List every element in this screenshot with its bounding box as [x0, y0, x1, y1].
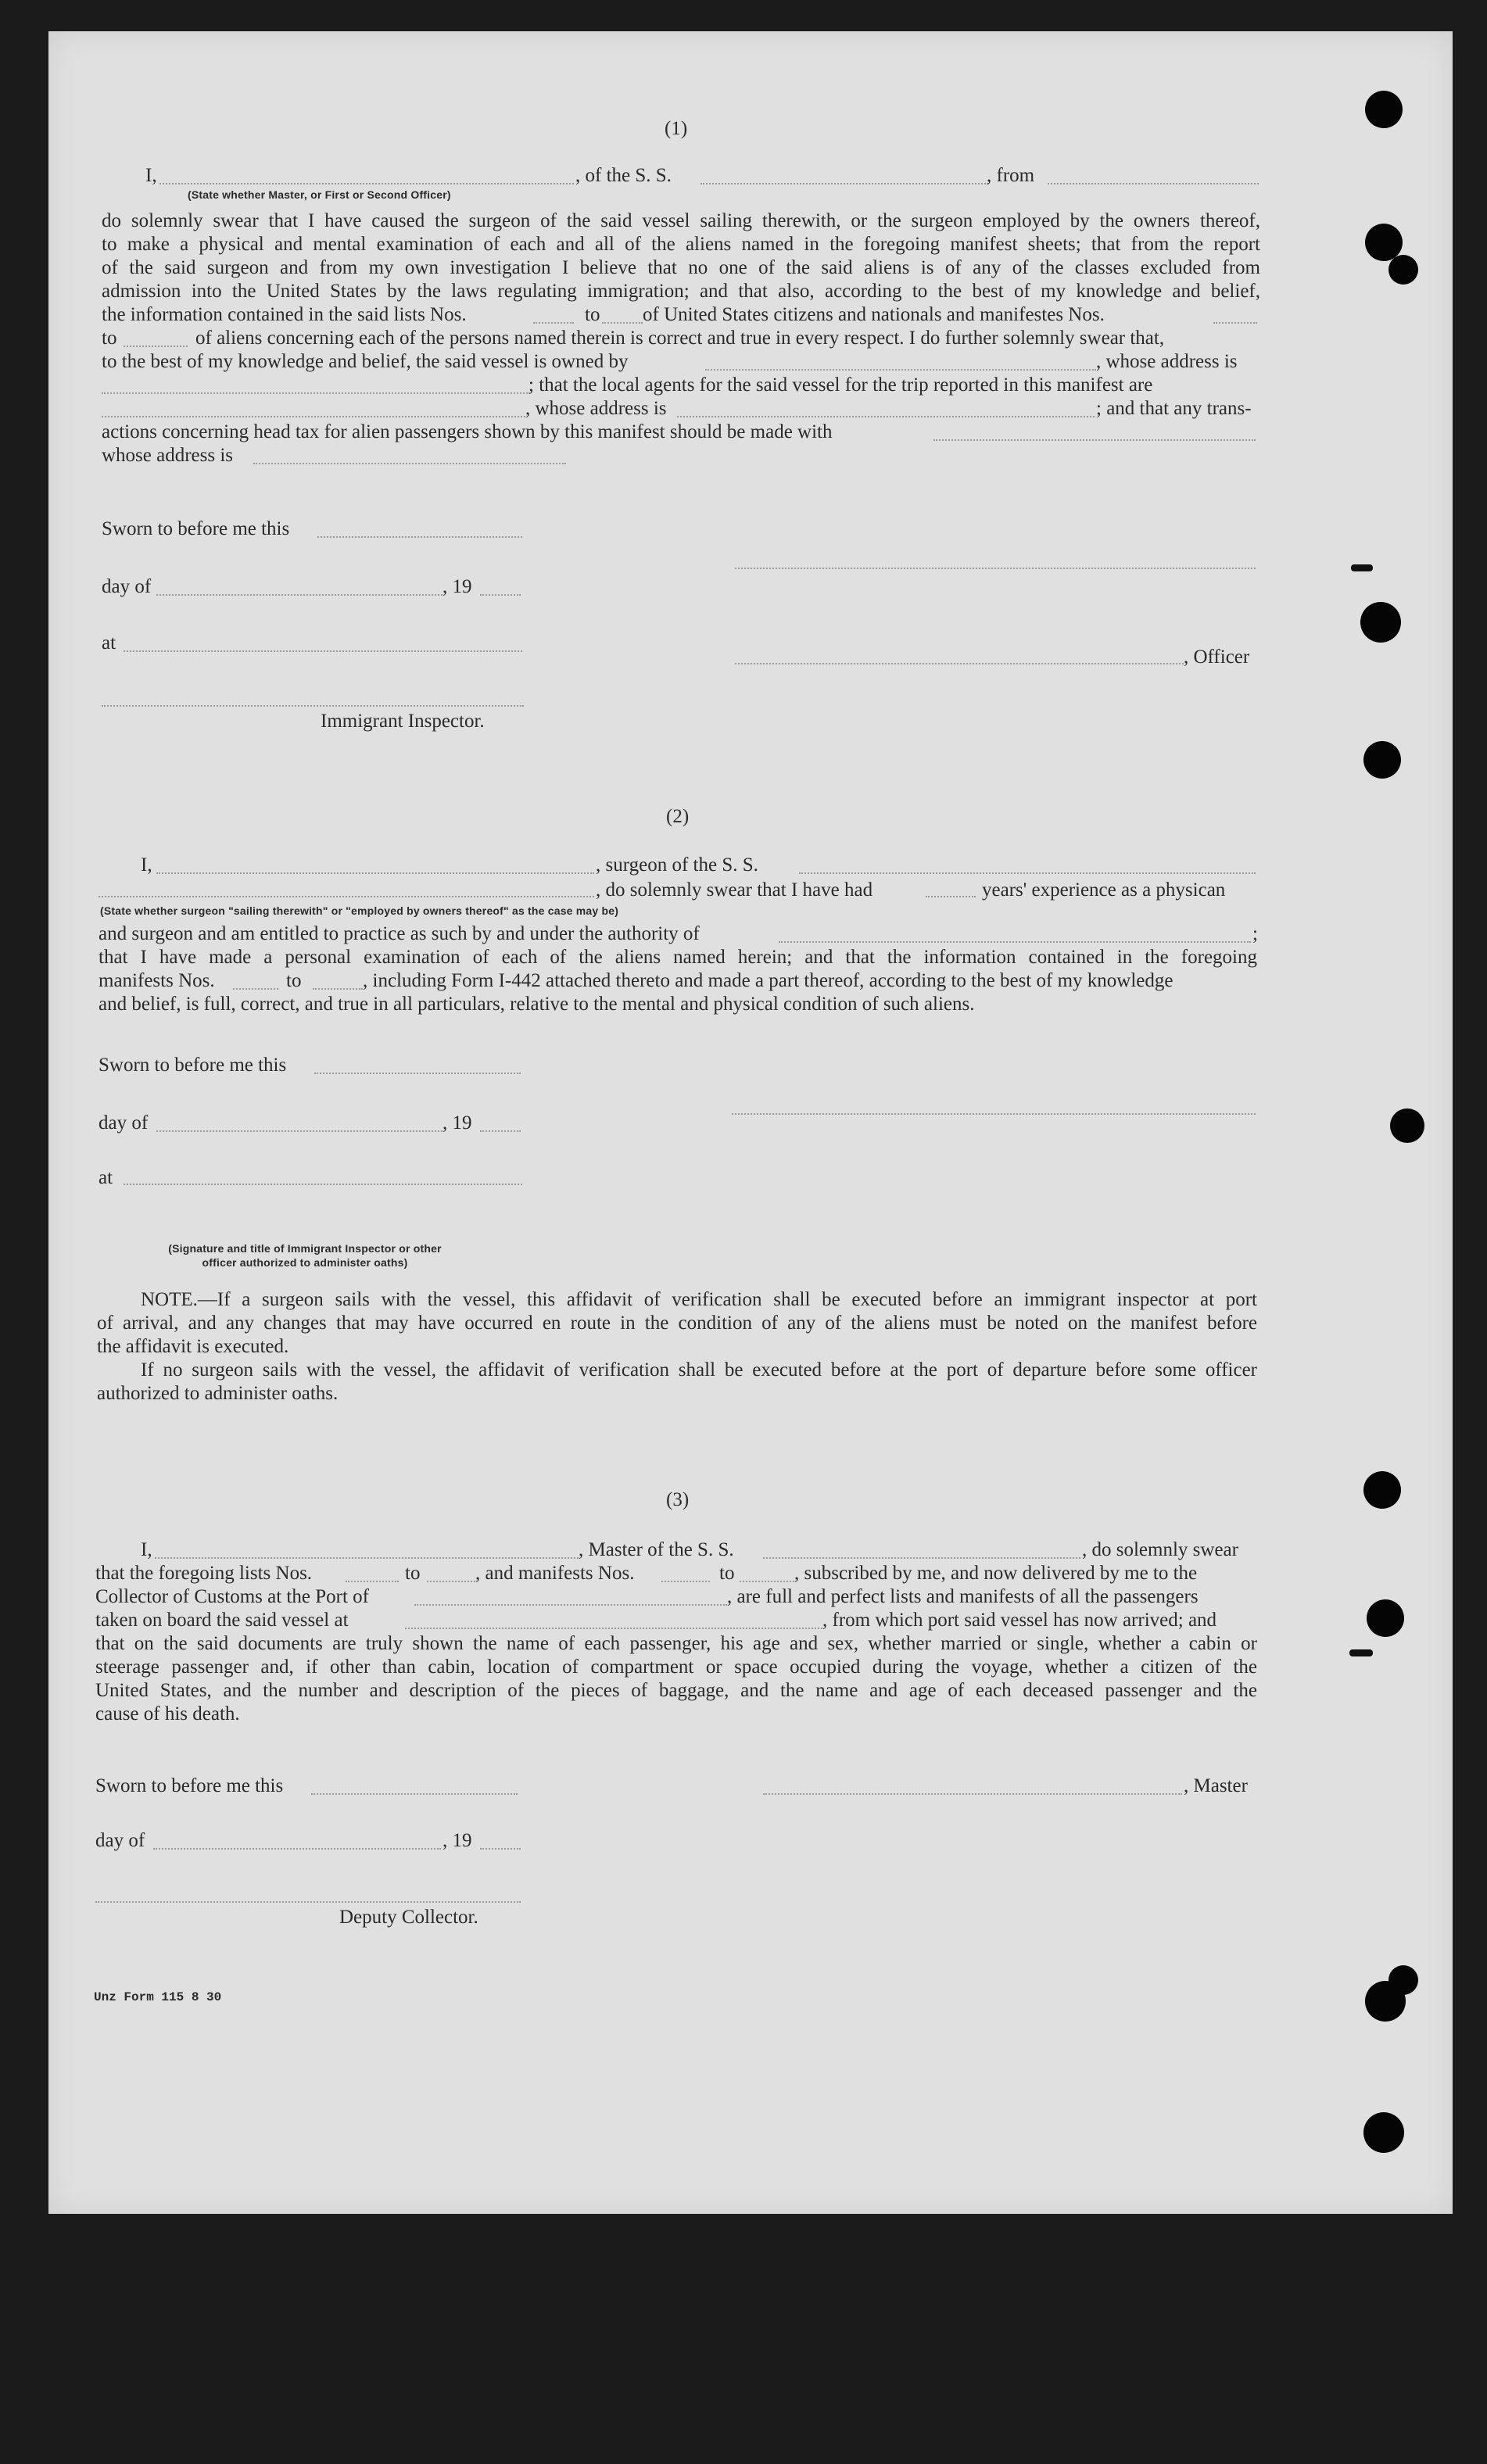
- at-label: at: [99, 1167, 113, 1188]
- authority-semicolon: ;: [1252, 923, 1258, 944]
- manifests-to-field[interactable]: [313, 988, 363, 990]
- binder-hole: [1365, 91, 1403, 128]
- signature-note-line-1: (Signature and title of Immigrant Inspector or other: [168, 1242, 442, 1255]
- lists-to-field[interactable]: [602, 322, 643, 324]
- at-field[interactable]: [124, 650, 522, 652]
- year-label: , 19: [443, 1112, 472, 1134]
- local-agents-label: ; that the local agents for the said vessel for the trip reported in this manifest are: [529, 374, 1153, 396]
- note-line: the affidavit is executed.: [97, 1336, 289, 1357]
- year-label: , 19: [443, 576, 472, 597]
- day-of-field[interactable]: [156, 594, 443, 596]
- examination-text: [99, 946, 1257, 969]
- sworn-date-field[interactable]: [317, 536, 522, 538]
- of-the-ss-label: , of the S. S.: [575, 165, 672, 186]
- boarding-port-field[interactable]: [405, 1628, 822, 1629]
- section-2-number: (2): [666, 806, 690, 827]
- subscribed-label: , subscribed by me, and now delivered by me to the: [794, 1563, 1198, 1584]
- day-of-label: day of: [95, 1830, 145, 1851]
- whose-address-label: whose address is: [102, 445, 234, 466]
- solemnly-swear-label: , do solemnly swear that I have had: [596, 879, 873, 901]
- citizens-label: of United States citizens and nationals and manifestes Nos.: [643, 304, 1105, 325]
- binder-hole: [1390, 1108, 1424, 1143]
- manifests-nos-label: manifests Nos.: [99, 970, 215, 991]
- manifests-to-field[interactable]: [740, 1581, 794, 1582]
- section-1-i: I,: [145, 165, 157, 186]
- oath-line: do solemnly swear that I have caused the surgeon of the said vessel sailing therewith, or the surgeon employed by the owners thereof,: [102, 210, 1260, 231]
- officer-label: , Officer: [1184, 646, 1250, 668]
- owner-address-field[interactable]: [102, 392, 530, 394]
- year-field[interactable]: [480, 1848, 521, 1850]
- solemnly-swear-label: , do solemnly swear: [1082, 1539, 1238, 1560]
- at-label: at: [102, 632, 116, 654]
- surgeon-of-label: , surgeon of the S. S.: [596, 854, 758, 876]
- manifests-to-field[interactable]: [124, 346, 188, 347]
- collector-label: Collector of Customs at the Port of: [95, 1586, 369, 1607]
- head-tax-address-field[interactable]: [253, 463, 566, 464]
- and-manifests-label: , and manifests Nos.: [475, 1563, 635, 1584]
- binder-hole: [1388, 255, 1418, 285]
- head-tax-agent-field[interactable]: [933, 439, 1256, 441]
- owner-address-label: , whose address is: [1096, 351, 1238, 372]
- body-line: steerage passenger and, if other than cabin, location of compartment or space occupied during the voyage, whether a citizen of the: [95, 1656, 1257, 1678]
- note-line: authorized to administer oaths.: [97, 1383, 339, 1404]
- section-1-oath-text: [102, 210, 1260, 303]
- surgeon-capacity-field[interactable]: [99, 896, 594, 897]
- body-line: cause of his death.: [95, 1703, 240, 1724]
- officer-signature-line[interactable]: [735, 568, 1256, 569]
- punch-mark: [1349, 1649, 1373, 1656]
- owner-field[interactable]: [705, 369, 1096, 371]
- binder-hole: [1363, 741, 1401, 779]
- master-of-label: , Master of the S. S.: [579, 1539, 734, 1560]
- binder-hole: [1360, 602, 1401, 643]
- year-field[interactable]: [480, 1130, 521, 1132]
- sworn-date-field[interactable]: [314, 1073, 521, 1074]
- to-label: to: [102, 328, 117, 349]
- master-name-field[interactable]: [155, 1557, 579, 1559]
- at-field[interactable]: [124, 1184, 522, 1185]
- master-signature-line[interactable]: [763, 1793, 1182, 1795]
- inspector-signature-line[interactable]: [102, 705, 524, 707]
- officer-title-line[interactable]: [735, 663, 1184, 664]
- note-line: of arrival, and any changes that may have occurred en route in the condition of any of the aliens must be noted on the manifest before: [97, 1313, 1257, 1334]
- full-lists-label: , are full and perfect lists and manifests of all the passengers: [727, 1586, 1199, 1607]
- note-line: If no surgeon sails with the vessel, the affidavit of verification shall be executed before at the port of departure before some officer: [141, 1359, 1257, 1381]
- years-experience-field[interactable]: [926, 896, 976, 897]
- lists-to-label: to: [405, 1563, 421, 1584]
- surgeon-name-field[interactable]: [156, 872, 594, 874]
- agents-address-field[interactable]: [677, 416, 1095, 417]
- deputy-signature-line[interactable]: [95, 1901, 521, 1903]
- port-field[interactable]: [414, 1604, 727, 1606]
- from-label: , from: [987, 165, 1035, 186]
- lists-to-field[interactable]: [427, 1581, 475, 1582]
- manifests-from-field[interactable]: [661, 1581, 710, 1582]
- note-text: [97, 1288, 1257, 1406]
- head-tax-label: actions concerning head tax for alien passengers shown by this manifest should be made with: [102, 421, 833, 442]
- belief-label: and belief, is full, correct, and true in all particulars, relative to the mental and physical condition of such aliens.: [99, 994, 975, 1015]
- punch-mark: [1351, 564, 1373, 571]
- note-line: NOTE.—If a surgeon sails with the vessel, this affidavit of verification shall be executed before an immigrant inspector at port: [141, 1289, 1257, 1310]
- form-i442-label: , including Form I-442 attached thereto and made a part thereof, according to the best of my knowledge: [363, 970, 1173, 991]
- deputy-collector-label: Deputy Collector.: [339, 1907, 478, 1928]
- form-number: Unz Form 115 8 30: [94, 1990, 222, 2004]
- arrived-label: , from which port said vessel has now arrived; and: [822, 1610, 1217, 1631]
- day-of-label: day of: [102, 576, 152, 597]
- manifests-nos-field[interactable]: [1213, 322, 1257, 324]
- foregoing-lists-label: that the foregoing lists Nos.: [95, 1563, 313, 1584]
- surgeon-vessel-field[interactable]: [799, 872, 1256, 874]
- owned-by-label: to the best of my knowledge and belief, the said vessel is owned by: [102, 351, 629, 372]
- manifests-to-label: to: [719, 1563, 735, 1584]
- officer-title-note: (State whether Master, or First or Second Officer): [188, 188, 451, 201]
- from-port-field[interactable]: [1048, 183, 1259, 184]
- year-field[interactable]: [480, 594, 521, 596]
- sworn-label: Sworn to before me this: [102, 518, 290, 539]
- day-of-field[interactable]: [153, 1848, 441, 1850]
- oath-line: admission into the United States by the laws regulating immigration; and that also, according to the best of my knowledge and belief,: [102, 281, 1260, 302]
- years-experience-label: years' experience as a physican: [982, 879, 1226, 901]
- manifests-to-label: to: [286, 970, 302, 991]
- sworn-label: Sworn to before me this: [99, 1055, 287, 1076]
- binder-hole: [1388, 1965, 1418, 1995]
- section-3-number: (3): [666, 1489, 690, 1510]
- section-3-body-text: [95, 1632, 1257, 1726]
- examination-line: that I have made a personal examination of each of the aliens named herein; and that the information contained in the foregoing: [99, 947, 1257, 968]
- master-label: , Master: [1184, 1775, 1248, 1796]
- year-label: , 19: [443, 1830, 472, 1851]
- authority-label: and surgeon and am entitled to practice as such by and under the authority of: [99, 923, 700, 944]
- body-line: United States, and the number and description of the pieces of baggage, and the name and age of each deceased passenger and the: [95, 1680, 1257, 1701]
- surgeon-status-note: (State whether surgeon "sailing therewith" or "employed by owners thereof" as the case may be): [100, 904, 619, 917]
- signature-note-line-2: officer authorized to administer oaths): [202, 1256, 408, 1269]
- sworn-date-field[interactable]: [311, 1793, 518, 1795]
- section-2-i: I,: [141, 854, 152, 876]
- lists-from-field[interactable]: [533, 322, 574, 324]
- section-3-i: I,: [141, 1539, 152, 1560]
- agents-field[interactable]: [102, 416, 525, 417]
- binder-hole: [1367, 1599, 1404, 1637]
- lists-from-field[interactable]: [346, 1581, 399, 1582]
- any-trans-label: ; and that any trans-: [1096, 398, 1252, 419]
- binder-hole: [1363, 2112, 1404, 2153]
- immigrant-inspector-label: Immigrant Inspector.: [321, 711, 485, 732]
- day-of-label: day of: [99, 1112, 149, 1134]
- master-vessel-field[interactable]: [763, 1557, 1080, 1559]
- section-1-number: (1): [665, 118, 688, 139]
- lists-nos-label: the information contained in the said lists Nos.: [102, 304, 467, 325]
- binder-hole: [1363, 1471, 1401, 1509]
- body-line: that on the said documents are truly shown the name of each passenger, his age and sex, whether married or single, whether a cabin or: [95, 1633, 1257, 1654]
- aliens-statement: of aliens concerning each of the persons named therein is correct and true in every respect. I do further solemnly swear that,: [195, 328, 1165, 349]
- oath-line: of the said surgeon and from my own investigation I believe that no one of the said aliens is of any of the classes excluded from: [102, 257, 1260, 278]
- authority-field[interactable]: [779, 941, 1251, 943]
- lists-to-label: to: [585, 304, 600, 325]
- agents-address-label: , whose address is: [525, 398, 667, 419]
- taken-on-board-label: taken on board the said vessel at: [95, 1610, 349, 1631]
- surgeon-signature-line[interactable]: [732, 1113, 1256, 1115]
- day-of-field[interactable]: [156, 1130, 443, 1132]
- oath-line: to make a physical and mental examination of each and all of the aliens named in the foregoing manifest sheets; that from the report: [102, 234, 1260, 255]
- vessel-name-field[interactable]: [701, 183, 988, 184]
- manifests-from-field[interactable]: [233, 988, 278, 990]
- sworn-label: Sworn to before me this: [95, 1775, 284, 1796]
